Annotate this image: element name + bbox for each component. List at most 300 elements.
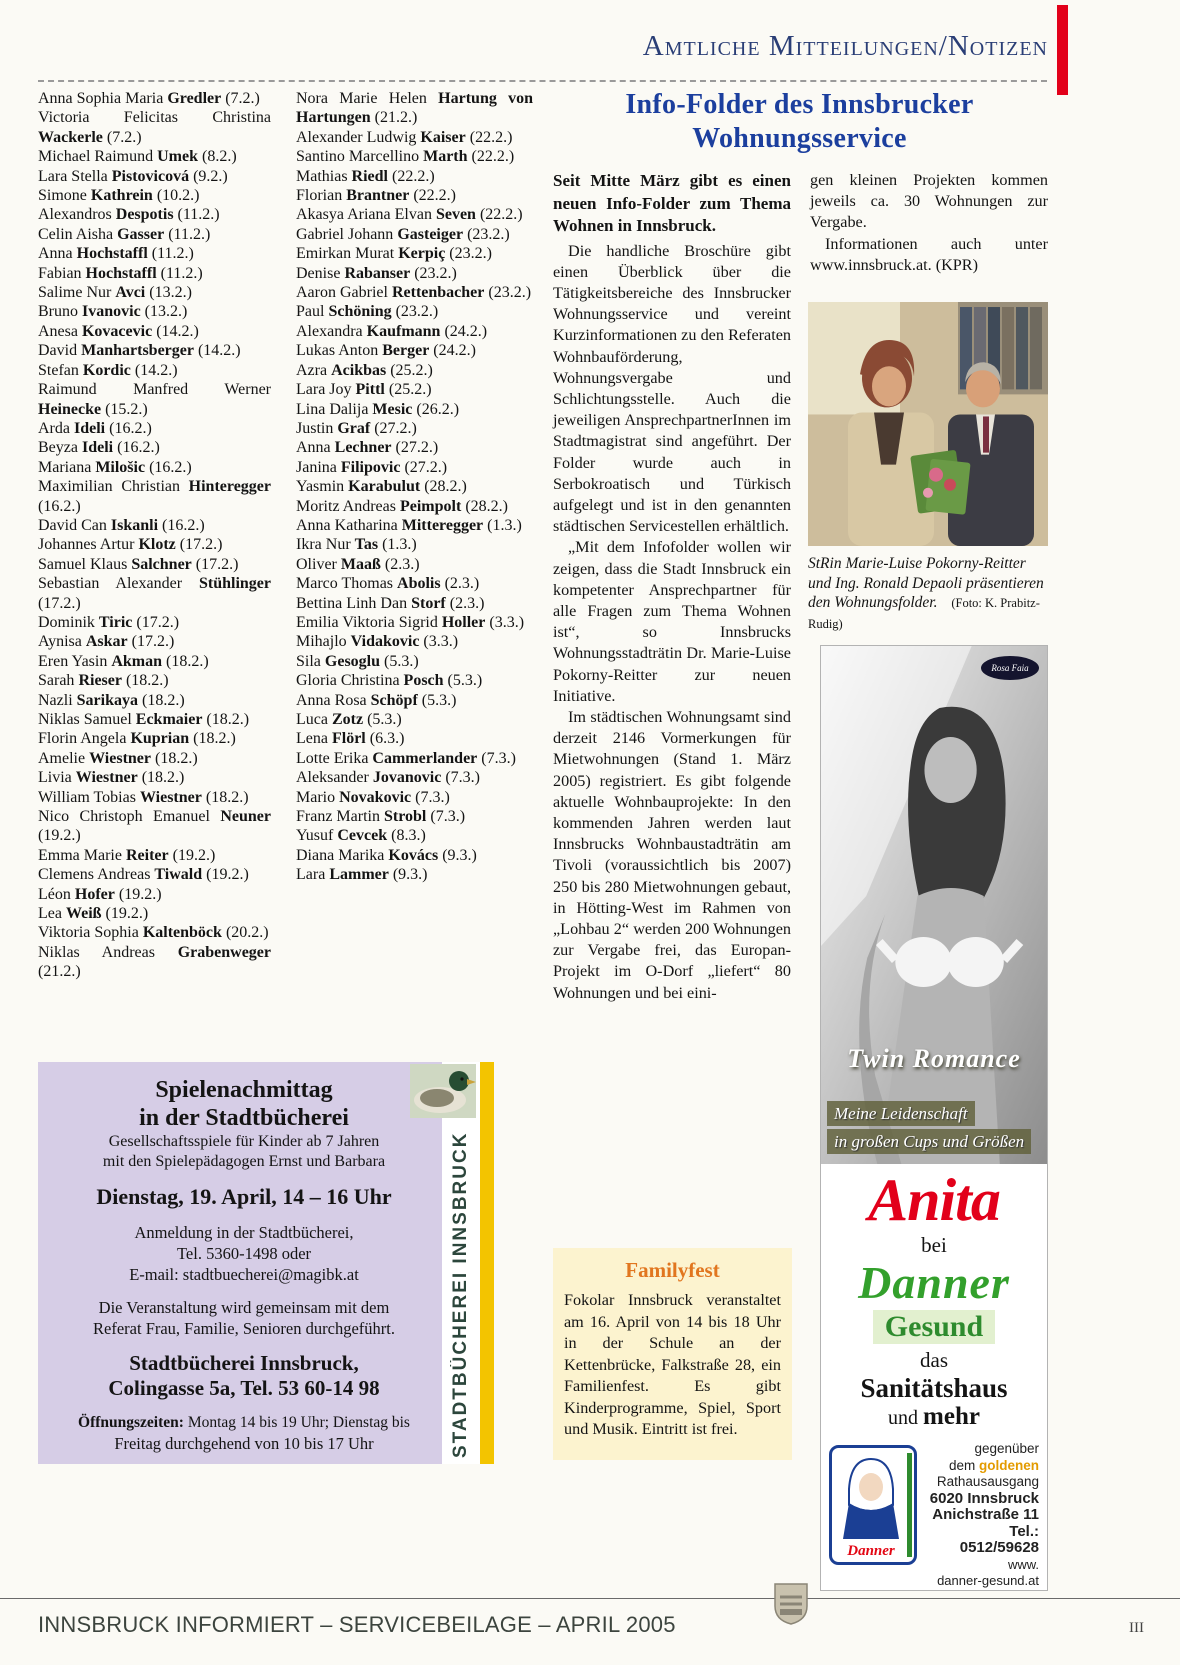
danner-nun-logo [829,1445,917,1565]
birth-entry [38,89,271,108]
birth-entry [38,516,271,535]
surname: Wackerle [38,128,103,146]
birth-entry [296,89,533,128]
given-names: Anna [296,439,335,457]
ad-product-name: Twin Romance [847,1044,1021,1073]
birth-entry [38,458,271,477]
birth-entry [38,788,271,807]
birth-date: (18.2.) [151,749,198,767]
ad-photo-illustration [821,646,1047,1164]
given-names: Niklas Andreas [38,943,178,961]
births-list-column-2 [296,89,533,885]
birth-entry [296,302,533,321]
birth-entry [38,807,271,846]
given-names: Anna Sophia Maria [38,90,168,107]
surname: Rieser [78,672,122,690]
surname: Weiß [65,905,102,923]
ad-tagline-line1: Meine Leidenschaft [827,1101,975,1126]
birth-entry [38,380,271,419]
birth-date: (16.2.) [113,439,160,457]
spiele-hours-line2: Freitag durchgehend von 10 bis 17 Uhr [114,1434,374,1453]
given-names: Diana Marika [296,846,389,864]
given-names: Anna [38,245,77,263]
given-names: Bettina Linh Dan [296,594,412,612]
given-names: Nazli [38,691,77,709]
birth-date: (2.3.) [440,575,480,593]
given-names: Fabian [38,264,86,282]
birth-date: (1.3.) [483,516,522,534]
surname: Tiwald [154,866,203,884]
birth-date: (19.2.) [202,866,249,884]
birth-date: (6.3.) [365,730,405,748]
birth-entry [296,671,533,690]
spiele-hours-line1 [48,1413,440,1433]
article-title [551,88,1048,156]
birth-entry [296,497,533,516]
birth-date: (9.2.) [189,167,228,185]
given-names: Emma Marie [38,846,126,864]
surname: Ideli [73,419,106,437]
birth-date: (26.2.) [412,400,460,418]
given-names: Mihajlo [296,633,351,651]
birth-entry [296,458,533,477]
birth-date: (11.2.) [156,264,203,282]
given-names: Florian [296,187,347,205]
birth-entry [296,438,533,457]
ad-street: Anichstraße 11 [932,1506,1039,1523]
surname: Pittl [355,381,385,399]
given-names: Lara [296,866,330,884]
birth-date: (27.2.) [400,458,448,476]
birth-date: (18.2.) [202,711,250,728]
surname: Wiestner [75,769,138,787]
birth-date: (20.2.) [221,924,269,942]
given-names: Nora Marie Helen [296,90,439,107]
birth-entry [296,225,533,244]
birth-date: (14.2.) [152,322,199,340]
birth-date: (27.2.) [391,439,439,457]
surname: Tas [354,536,379,554]
birth-entry [38,147,271,166]
birth-date: (19.2.) [38,827,81,845]
spiele-note-line1: Die Veranstaltung wird gemeinsam mit dem [98,1298,390,1317]
surname: Ivanovic [82,303,141,321]
article-intro: Seit Mitte März gibt es einen neuen Info-Folder zum Thema Wohnen in Innsbruck. [553,171,791,235]
birth-entry [296,729,533,748]
given-names: Moritz Andreas [296,497,400,515]
birth-date: (14.2.) [130,361,178,379]
surname: Tiric [98,613,133,631]
surname: Strobl [383,808,427,826]
surname: Holler [441,613,486,631]
surname: Schöning [328,303,392,321]
article-paragraph: „Mit dem Infofolder wollen wir zeigen, dass die Stadt Innsbruck ein kompetenter Ansprechpartner für alle Fragen zum Thema Wohnen ist“, so Innsbrucks Wohnungsstadträtin Dr. Marie-Luise Pokorny-Reitter zur neuen Initiative. [553,538,791,705]
given-names: Simone [38,187,91,205]
surname: Posch [403,672,444,690]
given-names: Samuel Klaus [38,555,132,573]
birth-entry [296,652,533,671]
birth-date: (17.2.) [175,536,223,554]
given-names: Paul [296,303,329,321]
surname: Kaufmann [366,322,441,340]
birth-date: (18.2.) [201,788,249,806]
given-names: Marco Thomas [296,575,398,593]
birth-entry [296,574,533,593]
birth-entry [296,691,533,710]
birth-entry [296,400,533,419]
surname: Hinteregger [188,478,271,496]
birth-date: (17.2.) [191,555,239,573]
birth-entry [296,865,533,884]
birth-date: (23.2.) [484,284,532,302]
ad-opposite-dem: dem [948,1457,979,1473]
birth-entry [296,380,533,399]
surname: Vidakovic [350,633,420,651]
birth-date: (25.2.) [384,381,432,399]
surname: Umek [157,148,198,166]
surname: Schöpf [370,691,418,709]
given-names: Mariana [38,458,96,476]
birth-entry [38,205,271,224]
surname: Lechner [334,439,392,457]
ad-text-mehr: mehr [923,1403,980,1430]
birth-entry [38,691,271,710]
given-names: Amelie [38,749,90,767]
birth-entry [38,885,271,904]
given-names: Beyza [38,439,82,457]
surname: Marth [423,148,468,166]
given-names: Lukas Anton [296,342,383,360]
surname: Gasteiger [397,225,464,243]
birth-date: (22.2.) [467,148,515,166]
surname: Brantner [346,187,410,205]
spiele-note-line2: Referat Frau, Familie, Senioren durchgeführt. [93,1319,395,1338]
given-names: Lara Joy [296,381,356,399]
article-paragraphs [553,241,791,1004]
surname: Kovács [388,846,439,864]
surname: Kathrein [90,187,153,205]
birth-date: (3.3.) [419,633,459,651]
given-names: Lotte Erika [296,749,373,767]
birth-entry [38,710,271,729]
article-info-line: Informationen auch unter www.innsbruck.at. (KPR) [810,234,1048,274]
surname: Akman [111,652,163,670]
births-list-column-1 [38,89,271,982]
spiele-address-line2: Colingasse 5a, Tel. 53 60-14 98 [108,1376,380,1400]
birth-entry [296,128,533,147]
given-names: Alexander Ludwig [296,128,421,146]
birth-entry [38,419,271,438]
birth-date: (23.2.) [463,225,510,243]
given-names: Emirkan Murat [296,245,399,263]
birth-date: (8.2.) [197,148,237,166]
given-names: Victoria Felicitas Christina [38,109,271,127]
birth-date: (18.2.) [137,769,185,787]
surname: Mitteregger [401,516,484,534]
familyfest-box [553,1248,792,1460]
birth-entry [296,341,533,360]
ad-opposite-line3: Rathausausgang [936,1474,1039,1489]
stadtbuecherei-vertical-label: STADTBÜCHEREI INNSBRUCK [450,1131,471,1458]
ad-text-sanitaetshaus: Sanitätshaus [860,1373,1008,1403]
birth-date: (24.2.) [440,322,488,340]
surname: Filipovic [340,458,401,476]
given-names: Livia [38,769,76,787]
surname: Karabulut [348,478,421,496]
birth-date: (5.3.) [417,691,457,709]
spiele-subtitle-line1: Gesellschaftsspiele für Kinder ab 7 Jahren [108,1133,380,1150]
spiele-date: Dienstag, 19. April, 14 – 16 Uhr [96,1184,392,1209]
given-names: Luca [296,711,332,728]
surname: Kaltenböck [142,924,222,942]
given-names: Yusuf [296,827,338,845]
advertisement-danner [820,645,1048,1591]
ad-body [821,1164,1047,1431]
birth-entry [296,594,533,613]
birth-entry [38,477,271,516]
ad-opposite-line1: gegenüber [974,1441,1039,1456]
ad-contact-block [821,1441,1047,1588]
surname: Gesoglu [324,652,381,670]
given-names: Anna Katharina [296,516,402,534]
spiele-title-line2: in der Stadtbücherei [139,1105,349,1131]
surname: Iskanli [110,516,159,534]
birth-date: (23.2.) [445,245,492,263]
given-names: Viktoria Sophia [38,924,143,942]
surname: Grabenweger [177,943,271,961]
birth-date: (25.2.) [386,361,433,379]
given-names: Celin Aisha [38,225,118,243]
surname: Gasser [117,225,165,243]
surname: Pistovicová [111,167,190,185]
article-column-2 [810,170,1048,276]
ad-city: 6020 Innsbruck [929,1489,1039,1507]
given-names: Mario [296,788,340,806]
birth-date: (18.2.) [121,672,169,690]
surname: Abolis [397,575,441,593]
spiele-registration-line1: Anmeldung in der Stadtbücherei, [134,1223,354,1242]
given-names: Léon [38,885,75,903]
birth-entry [296,419,533,438]
surname: Kovacevic [81,322,153,340]
given-names: Emilia Viktoria Sigrid [296,613,442,631]
given-names: Aaron Gabriel [296,284,392,302]
birth-entry [296,535,533,554]
given-names: Stefan [38,361,83,379]
birth-entry [38,729,271,748]
given-names: Justin [296,419,338,437]
given-names: Dominik [38,613,99,631]
surname: Neuner [220,808,271,826]
birth-entry [38,108,271,147]
birth-entry [296,788,533,807]
surname: Stühlinger [198,575,271,593]
birth-date: (23.2.) [410,264,457,282]
birth-date: (5.3.) [363,711,402,728]
given-names: Sila [296,652,325,670]
birth-entry [38,613,271,632]
given-names: Anesa [38,322,82,340]
birth-date: (11.2.) [164,225,211,243]
spiele-address-line1: Stadtbücherei Innsbruck, [129,1351,359,1375]
birth-entry [38,923,271,942]
article-paragraph-continuation: gen kleinen Projekten kommen jeweils ca. 30 Wohnungen zur Vergabe. [810,171,1048,232]
given-names: Oliver [296,555,341,573]
birth-entry [296,632,533,651]
spiele-email: E-mail: stadtbuecherei@magibk.at [129,1265,359,1284]
given-names: Franz Martin [296,808,384,826]
header-divider [38,80,1047,82]
birth-entry [38,904,271,923]
birth-entry [38,555,271,574]
given-names: Bruno [38,303,82,321]
given-names: Gabriel Johann [296,225,398,243]
surname: Jovanovic [372,769,442,787]
page-corner-accent [1057,5,1068,95]
surname: Avci [115,284,146,302]
birth-date: (16.2.) [158,516,205,534]
article-title-line2: Wohnungsservice [692,123,907,154]
given-names: Clemens Andreas [38,866,155,884]
surname: Wiestner [139,788,202,806]
ad-opposite-goldenen: goldenen [979,1457,1039,1473]
spiele-content [48,1076,440,1454]
given-names: David Can [38,516,111,534]
birth-entry [38,943,271,982]
birth-entry [296,244,533,263]
birth-date: (13.2.) [140,303,188,321]
surname: Kaiser [420,128,466,146]
birth-date: (18.2.) [138,691,185,709]
birth-date: (5.3.) [380,652,419,670]
spielenachmittag-box [38,1062,494,1464]
given-names: Gloria Christina [296,672,404,690]
page-number: III [1129,1620,1144,1636]
rosa-faia-badge: Rosa Faia [981,656,1039,680]
birth-entry [296,807,533,826]
ad-phone: Tel.: 0512/59628 [959,1522,1039,1556]
given-names: Johannes Artur [38,536,139,554]
birth-entry [38,438,271,457]
surname: Kordic [82,361,131,379]
given-names: Lea [38,905,66,923]
birth-entry [38,749,271,768]
given-names: Sarah [38,672,79,690]
surname: Hartung von Hartungen [296,90,533,127]
ad-web-line1: www. [1007,1556,1039,1572]
caption-text: StRin Marie-Luise Pokorny-Reitter und Ing. Ronald Depaoli präsentieren den Wohnungsfolder. [808,555,1044,611]
surname: Despotis [115,206,174,224]
given-names: Lina Dalija [296,400,373,418]
surname: Hofer [74,885,115,903]
stadtbuecherei-strip [442,1062,480,1464]
surname: Lammer [329,866,389,884]
birth-date: (15.2.) [101,400,148,418]
surname: Zotz [331,711,364,728]
birth-date: (7.3.) [426,808,466,826]
birth-date: (13.2.) [145,284,192,302]
given-names: Yasmin [296,478,349,496]
birth-date: (14.2.) [193,342,241,360]
surname: Kerpiç [398,245,446,263]
birth-entry [296,555,533,574]
bird-photo [410,1064,476,1118]
birth-entry [38,361,271,380]
surname: Cammerlander [372,749,478,767]
birth-date: (22.2.) [388,167,435,185]
birth-date: (8.3.) [387,827,426,845]
birth-entry [296,361,533,380]
given-names: Ikra Nur [296,536,355,554]
birth-date: (28.2.) [420,478,467,496]
nun-illustration [829,1445,917,1565]
birth-entry [296,322,533,341]
familyfest-title: Familyfest [625,1258,720,1282]
birth-entry [38,535,271,554]
surname: Acikbas [331,361,387,379]
birth-entry [296,516,533,535]
birth-entry [38,865,271,884]
birth-date: (9.3.) [388,866,428,884]
given-names: Lena [296,730,332,748]
surname: Gredler [167,90,222,107]
birth-date: (7.3.) [477,749,516,767]
surname: Ideli [81,439,114,457]
given-names: Janina [296,458,341,476]
birth-date: (9.3.) [438,846,477,864]
crest-illustration [772,1582,810,1626]
surname: Hochstaffl [85,264,157,282]
photo-illustration [808,302,1048,546]
birth-date: (16.2.) [105,419,152,437]
birth-entry [296,477,533,496]
footer-divider [0,1598,1180,1599]
spiele-hours-text: Montag 14 bis 19 Uhr; Dienstag bis [183,1414,410,1431]
innsbruck-crest [772,1582,810,1626]
ad-text-und-mehr [821,1403,1047,1431]
section-header: Amtliche Mitteilungen/Notizen [642,30,1048,62]
ad-text-das: das [920,1348,948,1372]
given-names: Florin Angela [38,730,131,748]
given-names: Nico Christoph Emanuel [38,808,221,826]
given-names: Azra [296,361,332,379]
surname: Maaß [340,555,381,573]
birth-entry [296,613,533,632]
birth-entry [38,768,271,787]
surname: Askar [85,633,128,651]
ad-contact-info [929,1441,1039,1590]
birth-date: (19.2.) [114,885,162,903]
birth-date: (7.2.) [102,128,142,146]
birth-entry [38,341,271,360]
birth-entry [296,846,533,865]
surname: Reiter [125,846,169,864]
ad-lingerie-photo [821,646,1047,1164]
birth-date: (7.2.) [221,90,260,107]
given-names: Salime Nur [38,284,116,302]
birth-date: (21.2.) [38,963,81,981]
birth-entry [296,167,533,186]
birth-entry [296,264,533,283]
surname: Milošic [95,458,146,476]
birth-entry [38,846,271,865]
article-photo [808,302,1048,546]
birth-entry [296,147,533,166]
given-names: Anna Rosa [296,691,371,709]
given-names: David [38,342,82,360]
birth-entry [38,244,271,263]
surname: Sarikaya [76,691,138,709]
